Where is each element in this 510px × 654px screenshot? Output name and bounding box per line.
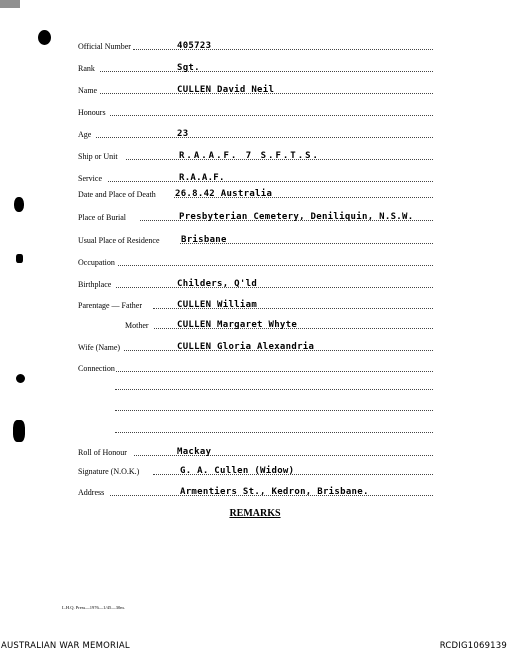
value-mother: CULLEN Margaret Whyte [177, 320, 298, 330]
label-wife-name: Wife (Name) [78, 343, 121, 352]
label-signature-nok: Signature (N.O.K.) [78, 467, 140, 476]
field-rank [78, 60, 433, 74]
value-age: 23 [177, 129, 189, 139]
punch-hole-mark-2 [16, 374, 25, 383]
connection-line-3 [115, 410, 433, 411]
field-parentage-father [78, 297, 433, 311]
field-mother [78, 317, 433, 331]
field-line [110, 115, 433, 116]
remarks-heading: REMARKS [229, 508, 281, 519]
footer-source: AUSTRALIAN WAR MEMORIAL [1, 641, 130, 651]
value-signature-nok: G. A. Cullen (Widow) [180, 466, 295, 476]
field-connection [78, 360, 433, 374]
field-address [78, 484, 433, 498]
label-rank: Rank [78, 64, 95, 73]
punch-hole-mark-1 [16, 254, 23, 263]
label-occupation: Occupation [78, 258, 115, 267]
field-age [78, 126, 433, 140]
field-signature-nok [78, 463, 433, 477]
value-wife-name: CULLEN Gloria Alexandria [177, 342, 315, 352]
label-place-of-burial: Place of Burial [78, 213, 126, 222]
value-usual-residence: Brisbane [181, 235, 227, 245]
field-usual-residence [78, 232, 433, 246]
field-line [96, 137, 433, 138]
field-line [108, 181, 433, 182]
punch-hole-bottom [13, 420, 25, 442]
label-connection: Connection [78, 364, 115, 373]
field-line [118, 265, 433, 266]
connection-line-4 [115, 432, 433, 433]
label-ship-or-unit: Ship or Unit [78, 152, 118, 161]
footer [0, 637, 510, 654]
label-address: Address [78, 488, 105, 497]
field-wife-name [78, 339, 433, 353]
field-service [78, 170, 433, 184]
value-address: Armentiers St., Kedron, Brisbane. [180, 487, 369, 497]
label-service: Service [78, 174, 102, 183]
label-age: Age [78, 130, 92, 139]
value-service: R.A.A.F. [179, 173, 225, 183]
field-birthplace [78, 276, 433, 290]
value-date-place-death: 26.8.42 Australia [175, 189, 273, 199]
scan-corner-mark [0, 0, 20, 8]
footer-record-id: RCDIG1069139 [439, 641, 507, 651]
field-honours [78, 104, 433, 118]
field-roll-of-honour [78, 444, 433, 458]
value-rank: Sgt. [177, 63, 200, 73]
label-mother: Mother [125, 321, 149, 330]
label-birthplace: Birthplace [78, 280, 112, 289]
field-line [116, 371, 433, 372]
label-honours: Honours [78, 108, 106, 117]
label-usual-residence: Usual Place of Residence [78, 236, 160, 245]
value-ship-or-unit: R.A.A.F. 7 S.F.T.S. [179, 151, 320, 161]
label-roll-of-honour: Roll of Honour [78, 448, 127, 457]
label-parentage-father: Parentage — Father [78, 301, 142, 310]
value-place-of-burial: Presbyterian Cemetery, Deniliquin, N.S.W. [179, 212, 414, 222]
value-official-number: 405723 [177, 41, 212, 51]
punch-hole-middle [14, 197, 24, 212]
field-name [78, 82, 433, 96]
value-name: CULLEN David Neil [177, 85, 275, 95]
field-occupation [78, 254, 433, 268]
field-official-number [78, 38, 433, 52]
label-name: Name [78, 86, 98, 95]
field-ship-or-unit [78, 148, 433, 162]
punch-hole-top [38, 30, 51, 45]
connection-line-2 [115, 389, 433, 390]
label-official-number: Official Number [78, 42, 131, 51]
value-roll-of-honour: Mackay [177, 447, 212, 457]
value-parentage-father: CULLEN William [177, 300, 258, 310]
field-place-of-burial [78, 209, 433, 223]
label-date-place-death: Date and Place of Death [78, 190, 156, 199]
field-line [116, 287, 433, 288]
printer-note: L.H.Q. Press—1976—1/45—30m. [62, 605, 125, 610]
value-birthplace: Childers, Q'ld [177, 279, 258, 289]
field-date-place-death [78, 186, 433, 200]
field-line [100, 71, 433, 72]
